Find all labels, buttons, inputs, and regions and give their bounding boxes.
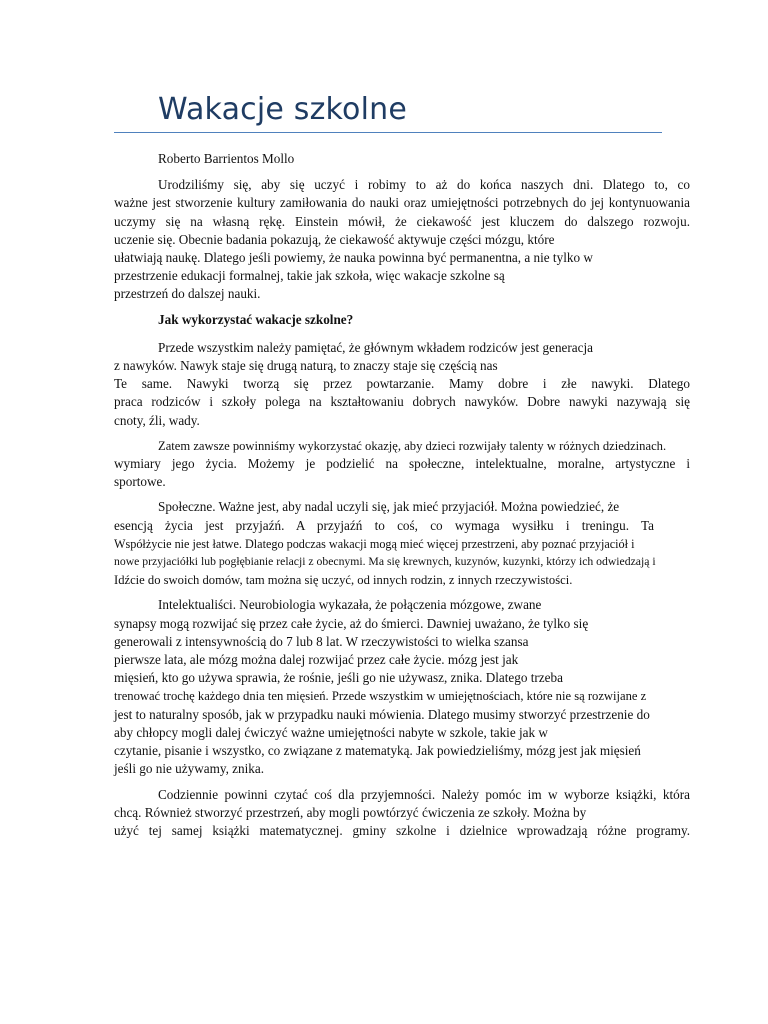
paragraph-line: praca rodziców i szkoły polega na kształtowaniu dobrych nawyków. Dobre nawyki nazywają się xyxy=(114,394,690,410)
paragraph-line: Intelektualiści. Neurobiologia wykazała, że połączenia mózgowe, zwane xyxy=(158,597,542,613)
paragraph-line: przestrzeń do dalszej nauki. xyxy=(114,286,261,302)
paragraph-line: wymiary jego życia. Możemy je podzielić na społeczne, intelektualne, moralne, artystyczne i xyxy=(114,456,690,472)
paragraph-social xyxy=(114,498,690,589)
paragraph-reading xyxy=(114,786,690,841)
paragraph-intellectual xyxy=(114,596,690,778)
paragraph-line: Idźcie do swoich domów, tam można się uczyć, od innych rodzin, z innych rzeczywistości. xyxy=(114,573,573,588)
paragraph-line: przestrzenie edukacji formalnej, takie jak szkoła, więc wakacje szkolne są xyxy=(114,268,505,284)
title-underline xyxy=(114,132,662,133)
document-body xyxy=(114,150,690,847)
paragraph-line: Urodziliśmy się, aby się uczyć i robimy to aż do końca naszych dni. Dlatego to, co xyxy=(158,177,690,193)
paragraph-line: jest to naturalny sposób, jak w przypadku nauki mówienia. Dlatego musimy stworzyć przestrzenie do xyxy=(114,706,650,722)
paragraph-line: ważne jest stworzenie kultury zamiłowania do nauki oraz umiejętności potrzebnych do jej kontynuowania xyxy=(114,195,690,211)
paragraph-line: synapsy mogą rozwijać się przez całe życie, aż do śmierci. Dawniej uważano, że tylko się xyxy=(114,615,589,631)
paragraph-line: pierwsze lata, ale mózg można dalej rozwijać przez całe życie. mózg jest jak xyxy=(114,652,519,668)
paragraph-line: nowe przyjaciółki lub pogłębianie relacji z obecnymi. Ma się krewnych, kuzynów, kuzynki, którzy ich odwiedzają i xyxy=(114,555,656,569)
paragraph-line: czytanie, pisanie i wszystko, co związane z matematyką. Jak powiedzieliśmy, mózg jest jak mięsień xyxy=(114,743,641,759)
section-heading: Jak wykorzystać wakacje szkolne? xyxy=(158,311,354,327)
paragraph-line: Zatem zawsze powinniśmy wykorzystać okazję, aby dzieci rozwijały talenty w różnych dziedzinach. xyxy=(158,438,667,453)
paragraph-line: uczenie się. Obecnie badania pokazują, że ciekawość aktywuje części mózgu, które xyxy=(114,231,555,247)
paragraph-line: cnoty, źli, wady. xyxy=(114,412,200,428)
document-title: Wakacje szkolne xyxy=(158,92,408,127)
paragraph-line: Te same. Nawyki tworzą się przez powtarzanie. Mamy dobre i złe nawyki. Dlatego xyxy=(114,376,690,392)
paragraph-line: generowali z intensywnością do 7 lub 8 lat. W rzeczywistości to wielka szansa xyxy=(114,633,529,649)
paragraph-line: użyć tej samej książki matematycznej. gminy szkolne i dzielnice wprowadzają różne programy. xyxy=(114,822,690,838)
paragraph-habits xyxy=(114,339,690,430)
paragraph-line: ułatwiają naukę. Dlatego jeśli powiemy, że nauka powinna być permanentna, a nie tylko w xyxy=(114,250,593,266)
paragraph-line: trenować trochę każdego dnia ten mięsień. Przede wszystkim w umiejętnościach, które nie są rozwijane z xyxy=(114,689,647,704)
paragraph-line: sportowe. xyxy=(114,474,166,490)
paragraph-line: uczymy się na własną rękę. Einstein mówił, że ciekawość jest kluczem do dalszego rozwoju. xyxy=(114,213,690,229)
paragraph-line: Społeczne. Ważne jest, aby nadal uczyli się, jak mieć przyjaciół. Można powiedzieć, że xyxy=(158,499,620,515)
paragraph-line: chcą. Również stworzyć przestrzeń, aby mogli powtórzyć ćwiczenia ze szkoły. Można by xyxy=(114,804,587,820)
paragraph-line: z nawyków. Nawyk staje się drugą naturą, to znaczy staje się częścią nas xyxy=(114,358,498,374)
paragraph-line: Przede wszystkim należy pamiętać, że głównym wkładem rodziców jest generacja xyxy=(158,339,594,355)
paragraph-line: mięsień, kto go używa sprawia, że rośnie, jeśli go nie używasz, znika. Dlatego trzeba xyxy=(114,670,563,686)
paragraph-line: esencją życia jest przyjaźń. A przyjaźń to coś, co wymaga wysiłku i treningu. Ta xyxy=(114,517,654,533)
paragraph-intro xyxy=(114,176,690,303)
paragraph-talents xyxy=(114,437,690,492)
paragraph-line: Codziennie powinni czytać coś dla przyjemności. Należy pomóc im w wyborze książki, która xyxy=(158,786,690,802)
author-name: Roberto Barrientos Mollo xyxy=(158,151,295,166)
paragraph-line: jeśli go nie używamy, znika. xyxy=(114,761,265,777)
paragraph-line: Współżycie nie jest łatwe. Dlatego podczas wakacji mogą mieć więcej przestrzeni, aby poznać przyjaciół i xyxy=(114,536,635,551)
paragraph-line: aby chłopcy mogli dalej ćwiczyć ważne umiejętności nabyte w szkole, takie jak w xyxy=(114,724,548,740)
